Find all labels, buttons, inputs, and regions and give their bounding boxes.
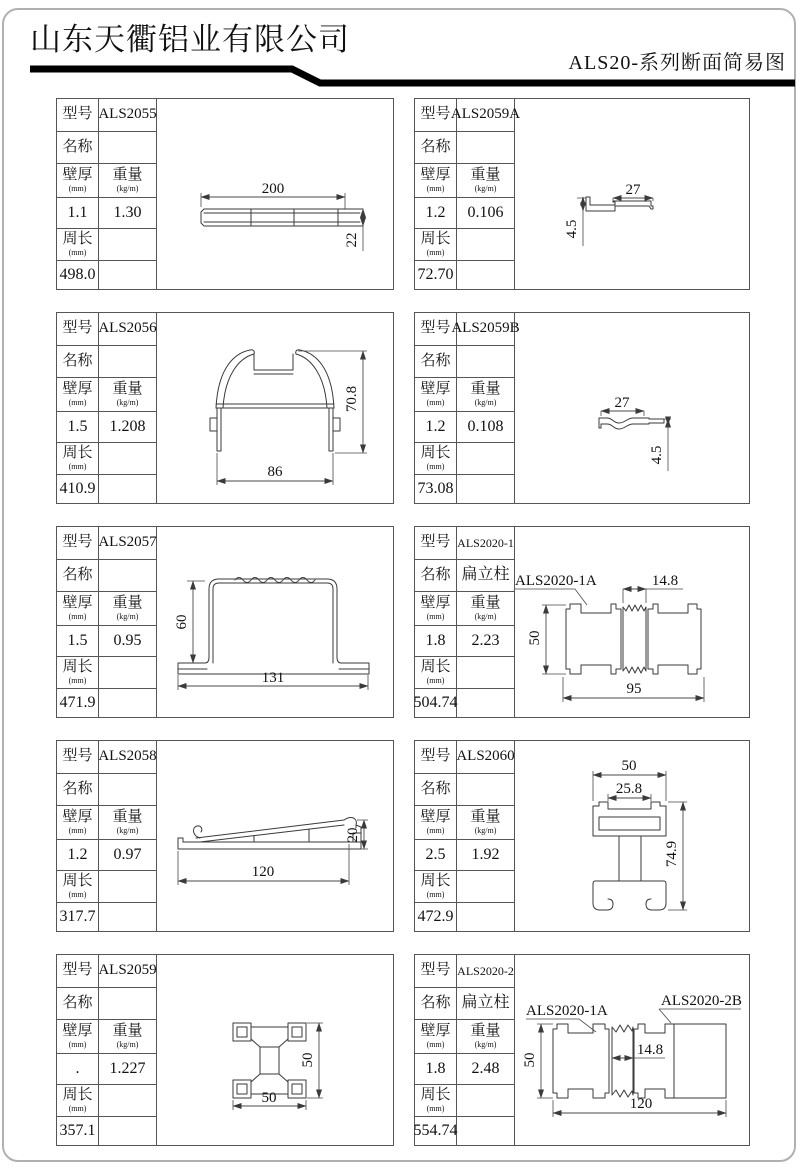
dome-right-arc bbox=[296, 350, 334, 408]
dim-width-label: 120 bbox=[629, 1096, 653, 1112]
weight-value: 1.30 bbox=[113, 203, 142, 221]
section-drawing-als2056 bbox=[157, 313, 394, 503]
weight-value: 0.97 bbox=[113, 845, 142, 863]
thickness-label bbox=[415, 378, 457, 411]
perimeter-value: 504.74 bbox=[415, 689, 457, 717]
dim-height-label: 50 bbox=[300, 1052, 316, 1068]
name-value: 扁立柱 bbox=[461, 994, 510, 1012]
thickness-label-text: 壁厚 bbox=[420, 808, 451, 825]
name-label: 名称 bbox=[415, 774, 457, 805]
thickness-unit: (mm) bbox=[68, 1039, 87, 1049]
thickness-unit: (mm) bbox=[68, 825, 87, 835]
thickness-label bbox=[57, 164, 99, 197]
callout-leader bbox=[515, 589, 587, 605]
empty-cell bbox=[457, 871, 514, 902]
dim-height-label: 60 bbox=[174, 614, 190, 630]
perimeter-label-text: 周长 bbox=[62, 872, 93, 889]
model-label: 型号 bbox=[415, 741, 457, 773]
dim-width-label: 131 bbox=[261, 670, 285, 686]
sloped-top bbox=[196, 820, 344, 842]
dim-width-label: 27 bbox=[625, 182, 641, 198]
thickness-unit: (mm) bbox=[68, 397, 87, 407]
perimeter-value: 357.1 bbox=[57, 1117, 99, 1145]
profile-card-als2055 bbox=[56, 98, 394, 290]
model-label: 型号 bbox=[57, 99, 99, 131]
thickness-label bbox=[57, 378, 99, 411]
thickness-label bbox=[415, 164, 457, 197]
corner-hollow-bl bbox=[237, 1084, 247, 1094]
model-label: 型号 bbox=[415, 955, 457, 987]
weight-unit: (kg/m) bbox=[474, 825, 497, 835]
corner-hollow-br bbox=[292, 1084, 302, 1094]
model-label: 型号 bbox=[415, 313, 457, 345]
weight-label-text: 重量 bbox=[470, 1022, 501, 1039]
bottom-plate bbox=[178, 838, 361, 849]
weight-label bbox=[457, 1020, 514, 1053]
weight-value: 0.108 bbox=[467, 417, 504, 435]
model-label: 型号 bbox=[57, 955, 99, 987]
section-drawing-als2059b bbox=[513, 313, 750, 503]
empty-cell bbox=[99, 229, 156, 260]
callout-label: ALS2020-1A bbox=[515, 573, 597, 589]
weight-unit: (kg/m) bbox=[116, 183, 139, 193]
thickness-value: 1.8 bbox=[415, 626, 457, 656]
model-value: ALS2060 bbox=[456, 748, 515, 765]
profile-outline bbox=[201, 209, 363, 226]
thickness-label bbox=[415, 592, 457, 625]
thickness-label-text: 壁厚 bbox=[420, 594, 451, 611]
weight-label-text: 重量 bbox=[112, 380, 143, 397]
weight-value: 0.106 bbox=[467, 203, 504, 221]
perimeter-label bbox=[415, 1085, 457, 1116]
weight-label-text: 重量 bbox=[112, 808, 143, 825]
spec-table bbox=[57, 527, 157, 717]
section-drawing-als2057 bbox=[157, 527, 394, 717]
weight-label bbox=[99, 592, 156, 625]
section-drawing-als2059 bbox=[157, 955, 394, 1145]
empty-cell bbox=[457, 229, 514, 260]
empty-cell bbox=[99, 657, 156, 688]
thickness-unit: (mm) bbox=[68, 611, 87, 621]
thickness-value: 2.5 bbox=[415, 840, 457, 870]
section-drawing-als2020-2 bbox=[513, 955, 750, 1145]
spec-table bbox=[57, 99, 157, 289]
empty-cell bbox=[99, 443, 156, 474]
right-tube bbox=[634, 1024, 726, 1098]
section-drawing-als2060 bbox=[513, 741, 750, 931]
thickness-unit: (mm) bbox=[426, 611, 445, 621]
perimeter-value: 498.0 bbox=[57, 261, 99, 289]
weight-label bbox=[457, 806, 514, 839]
empty-cell bbox=[457, 903, 514, 931]
bottom-left-hook bbox=[593, 881, 619, 910]
name-label: 名称 bbox=[415, 560, 457, 591]
weight-label bbox=[99, 806, 156, 839]
thermal-break-connector bbox=[612, 1025, 633, 1097]
left-hook bbox=[193, 826, 201, 838]
perimeter-unit: (mm) bbox=[426, 247, 445, 257]
header-rule bbox=[0, 0, 800, 95]
legs bbox=[217, 408, 333, 451]
model-value: ALS2020-2 bbox=[457, 963, 514, 978]
thickness-label-text: 壁厚 bbox=[62, 1022, 93, 1039]
section-drawing-als2058 bbox=[157, 741, 394, 931]
dim-mid-label: 14.8 bbox=[651, 573, 679, 589]
profile-card-als2057 bbox=[56, 526, 394, 718]
thickness-value: 1.2 bbox=[415, 198, 457, 228]
perimeter-unit: (mm) bbox=[426, 675, 445, 685]
thickness-value: 1.2 bbox=[57, 840, 99, 870]
model-label: 型号 bbox=[57, 741, 99, 773]
corner-box-bl bbox=[233, 1080, 251, 1098]
dim-width-label: 86 bbox=[267, 464, 283, 480]
thickness-label bbox=[57, 1020, 99, 1053]
perimeter-label-text: 周长 bbox=[420, 444, 451, 461]
weight-value: 1.92 bbox=[471, 845, 500, 863]
thermal-break-connector bbox=[623, 605, 646, 673]
empty-cell bbox=[99, 475, 156, 503]
weight-value: 0.95 bbox=[113, 631, 142, 649]
profile-outline bbox=[599, 418, 664, 429]
name-label: 名称 bbox=[57, 132, 99, 163]
model-label: 型号 bbox=[415, 99, 457, 131]
corner-hollow-tr bbox=[292, 1027, 302, 1037]
callout-label-1: ALS2020-1A bbox=[526, 1003, 608, 1019]
perimeter-unit: (mm) bbox=[426, 1103, 445, 1113]
corner-box-tl bbox=[233, 1023, 251, 1041]
name-label: 名称 bbox=[57, 560, 99, 591]
perimeter-label bbox=[57, 229, 99, 260]
perimeter-label bbox=[415, 657, 457, 688]
thickness-label bbox=[415, 1020, 457, 1053]
name-label: 名称 bbox=[57, 346, 99, 377]
profile-outline bbox=[178, 579, 369, 674]
weight-value: 2.48 bbox=[471, 1059, 500, 1077]
profile-card-als2060 bbox=[414, 740, 750, 932]
thickness-label-text: 壁厚 bbox=[420, 380, 451, 397]
dim-height-label: 50 bbox=[527, 630, 543, 646]
perimeter-label bbox=[415, 229, 457, 260]
perimeter-label-text: 周长 bbox=[420, 230, 451, 247]
dim-width-label: 95 bbox=[626, 681, 642, 697]
wavy-top-edge bbox=[235, 578, 315, 583]
weight-unit: (kg/m) bbox=[116, 611, 139, 621]
perimeter-value: 72.70 bbox=[415, 261, 457, 289]
dim-height-label: 4.5 bbox=[564, 219, 580, 239]
name-label: 名称 bbox=[415, 988, 457, 1019]
thickness-label-text: 壁厚 bbox=[420, 1022, 451, 1039]
thickness-value: 1.8 bbox=[415, 1054, 457, 1084]
spec-table bbox=[57, 313, 157, 503]
spec-table bbox=[415, 527, 515, 717]
section-drawing-als2020-1 bbox=[513, 527, 750, 717]
corner-box-br bbox=[288, 1080, 306, 1098]
perimeter-value: 554.74 bbox=[415, 1117, 457, 1145]
weight-label bbox=[457, 592, 514, 625]
profile-card-als2020-2 bbox=[414, 954, 750, 1146]
weight-label-text: 重量 bbox=[470, 594, 501, 611]
empty-cell bbox=[457, 475, 514, 503]
perimeter-label bbox=[57, 657, 99, 688]
corner-box-tr bbox=[288, 1023, 306, 1041]
profile-card-als2058 bbox=[56, 740, 394, 932]
weight-label-text: 重量 bbox=[470, 808, 501, 825]
thickness-value: 1.5 bbox=[57, 626, 99, 656]
dim-slot-width-label: 25.8 bbox=[615, 781, 643, 797]
perimeter-label-text: 周长 bbox=[62, 1086, 93, 1103]
name-label: 名称 bbox=[57, 988, 99, 1019]
model-value: ALS2058 bbox=[98, 748, 157, 765]
perimeter-label bbox=[57, 443, 99, 474]
callout-leader-2 bbox=[659, 1009, 741, 1023]
profile-webs bbox=[204, 209, 360, 226]
empty-cell bbox=[457, 443, 514, 474]
empty-cell bbox=[457, 1085, 514, 1116]
spec-table bbox=[415, 741, 515, 931]
perimeter-unit: (mm) bbox=[426, 461, 445, 471]
dim-height-label: 22 bbox=[344, 232, 360, 248]
perimeter-value: 73.08 bbox=[415, 475, 457, 503]
perimeter-label-text: 周长 bbox=[62, 230, 93, 247]
model-value: ALS2020-1 bbox=[457, 535, 514, 550]
thickness-label-text: 壁厚 bbox=[62, 808, 93, 825]
thickness-unit: (mm) bbox=[426, 1039, 445, 1049]
thickness-label-text: 壁厚 bbox=[62, 594, 93, 611]
top-chamber bbox=[593, 802, 666, 836]
weight-unit: (kg/m) bbox=[474, 611, 497, 621]
left-tube bbox=[553, 1024, 609, 1098]
name-label: 名称 bbox=[415, 346, 457, 377]
company-title: 山东天衢铝业有限公司 bbox=[30, 22, 350, 57]
internal-webs bbox=[254, 829, 309, 842]
weight-label bbox=[99, 164, 156, 197]
dim-height-label: 4.5 bbox=[649, 445, 665, 465]
side-hooks bbox=[210, 418, 340, 431]
perimeter-value: 410.9 bbox=[57, 475, 99, 503]
thickness-value: 1.2 bbox=[415, 412, 457, 442]
name-value bbox=[99, 774, 156, 805]
perimeter-label bbox=[57, 871, 99, 902]
empty-cell bbox=[99, 871, 156, 902]
dim-width-label: 27 bbox=[614, 395, 630, 411]
header-rule-line bbox=[30, 69, 795, 83]
model-value: ALS2057 bbox=[98, 534, 157, 551]
inner-wall bbox=[213, 583, 333, 663]
model-label: 型号 bbox=[415, 527, 457, 559]
perimeter-label-text: 周长 bbox=[420, 872, 451, 889]
model-label: 型号 bbox=[57, 527, 99, 559]
section-drawing-als2055 bbox=[157, 99, 394, 289]
name-value bbox=[457, 774, 514, 805]
weight-unit: (kg/m) bbox=[116, 825, 139, 835]
top-channel bbox=[254, 354, 293, 374]
perimeter-label bbox=[57, 1085, 99, 1116]
bottom-right-hook bbox=[641, 881, 666, 910]
weight-label bbox=[99, 378, 156, 411]
weight-label-text: 重量 bbox=[112, 594, 143, 611]
weight-unit: (kg/m) bbox=[116, 397, 139, 407]
name-label: 名称 bbox=[57, 774, 99, 805]
weight-label bbox=[457, 378, 514, 411]
name-value bbox=[457, 132, 514, 163]
name-value bbox=[99, 346, 156, 377]
profile-card-als2059 bbox=[56, 954, 394, 1146]
perimeter-unit: (mm) bbox=[426, 889, 445, 899]
perimeter-label bbox=[415, 443, 457, 474]
thickness-label-text: 壁厚 bbox=[62, 166, 93, 183]
thickness-unit: (mm) bbox=[426, 183, 445, 193]
model-value: ALS2059 bbox=[98, 962, 157, 979]
empty-cell bbox=[99, 689, 156, 717]
right-tube bbox=[648, 604, 701, 674]
top-chamber-hollow bbox=[599, 817, 660, 830]
profile-card-als2059a bbox=[414, 98, 750, 290]
perimeter-label-text: 周长 bbox=[420, 1086, 451, 1103]
empty-cell bbox=[457, 657, 514, 688]
profile-card-als2020-1 bbox=[414, 526, 750, 718]
weight-label bbox=[457, 164, 514, 197]
thickness-label-text: 壁厚 bbox=[420, 166, 451, 183]
spec-table bbox=[57, 741, 157, 931]
left-tube bbox=[566, 604, 621, 674]
name-value bbox=[457, 346, 514, 377]
dim-width-label: 120 bbox=[251, 864, 275, 880]
empty-cell bbox=[457, 1117, 514, 1145]
corner-hollow-tl bbox=[237, 1027, 247, 1037]
callout-label-2: ALS2020-2B bbox=[661, 993, 742, 1009]
thickness-label bbox=[57, 806, 99, 839]
empty-cell bbox=[99, 261, 156, 289]
perimeter-unit: (mm) bbox=[68, 889, 87, 899]
perimeter-value: 317.7 bbox=[57, 903, 99, 931]
empty-cell bbox=[457, 689, 514, 717]
weight-value: 1.208 bbox=[109, 417, 146, 435]
web bbox=[619, 836, 641, 881]
perimeter-value: 471.9 bbox=[57, 689, 99, 717]
thickness-label bbox=[57, 592, 99, 625]
weight-label-text: 重量 bbox=[112, 1022, 143, 1039]
dim-top-width-label: 50 bbox=[621, 758, 637, 774]
model-value: ALS2056 bbox=[98, 320, 157, 337]
spec-table bbox=[57, 955, 157, 1145]
spec-table bbox=[415, 99, 521, 289]
weight-label-text: 重量 bbox=[470, 166, 501, 183]
perimeter-unit: (mm) bbox=[68, 675, 87, 685]
name-value: 扁立柱 bbox=[461, 566, 510, 584]
weight-label-text: 重量 bbox=[470, 380, 501, 397]
spec-table bbox=[415, 955, 515, 1145]
profile-card-als2059b bbox=[414, 312, 750, 504]
perimeter-value: 472.9 bbox=[415, 903, 457, 931]
extension-lines bbox=[217, 351, 367, 485]
thickness-unit: (mm) bbox=[426, 825, 445, 835]
perimeter-unit: (mm) bbox=[68, 461, 87, 471]
spec-table bbox=[415, 313, 520, 503]
perimeter-label bbox=[415, 871, 457, 902]
weight-label-text: 重量 bbox=[112, 166, 143, 183]
model-label: 型号 bbox=[57, 313, 99, 345]
model-value: ALS2059A bbox=[450, 106, 521, 123]
model-value: ALS2059B bbox=[451, 320, 520, 337]
callout-leader-1 bbox=[526, 1019, 596, 1032]
perimeter-unit: (mm) bbox=[68, 1103, 87, 1113]
dim-mid-extensions bbox=[623, 589, 683, 603]
weight-label bbox=[99, 1020, 156, 1053]
profile-card-als2056 bbox=[56, 312, 394, 504]
dim-mid-label: 14.8 bbox=[636, 1042, 664, 1058]
thickness-label-text: 壁厚 bbox=[62, 380, 93, 397]
perimeter-label-text: 周长 bbox=[62, 444, 93, 461]
weight-value: 1.227 bbox=[109, 1059, 146, 1077]
extension-lines bbox=[537, 1024, 553, 1098]
sheet-subtitle: ALS20-系列断面简易图 bbox=[568, 52, 786, 74]
model-value: ALS2055 bbox=[98, 106, 157, 123]
weight-unit: (kg/m) bbox=[474, 1039, 497, 1049]
name-label: 名称 bbox=[415, 132, 457, 163]
dim-height-label: 70.8 bbox=[344, 385, 360, 413]
thickness-unit: (mm) bbox=[68, 183, 87, 193]
dim-width-label: 200 bbox=[261, 181, 285, 197]
name-value bbox=[99, 560, 156, 591]
perimeter-label-text: 周长 bbox=[420, 658, 451, 675]
thickness-value: 1.1 bbox=[57, 198, 99, 228]
chord-lines bbox=[216, 404, 334, 408]
empty-cell bbox=[457, 261, 514, 289]
name-value bbox=[99, 988, 156, 1019]
thickness-unit: (mm) bbox=[426, 397, 445, 407]
weight-value: 2.23 bbox=[471, 631, 500, 649]
weight-unit: (kg/m) bbox=[474, 397, 497, 407]
dim-width-label: 50 bbox=[261, 1090, 277, 1106]
dome-left-arc bbox=[216, 350, 254, 408]
dim-height-label: 20 bbox=[345, 827, 361, 843]
weight-unit: (kg/m) bbox=[474, 183, 497, 193]
perimeter-unit: (mm) bbox=[68, 247, 87, 257]
web-structure bbox=[251, 1027, 288, 1094]
empty-cell bbox=[99, 1085, 156, 1116]
profile-outline bbox=[586, 197, 653, 211]
empty-cell bbox=[99, 903, 156, 931]
empty-cell bbox=[99, 1117, 156, 1145]
name-value bbox=[99, 132, 156, 163]
dim-height-label: 50 bbox=[522, 1052, 538, 1068]
perimeter-label-text: 周长 bbox=[62, 658, 93, 675]
dim-height-label: 74.9 bbox=[664, 840, 680, 868]
thickness-value: . bbox=[57, 1054, 99, 1084]
section-drawing-als2059a bbox=[513, 99, 750, 289]
thickness-value: 1.5 bbox=[57, 412, 99, 442]
thickness-label bbox=[415, 806, 457, 839]
weight-unit: (kg/m) bbox=[116, 1039, 139, 1049]
